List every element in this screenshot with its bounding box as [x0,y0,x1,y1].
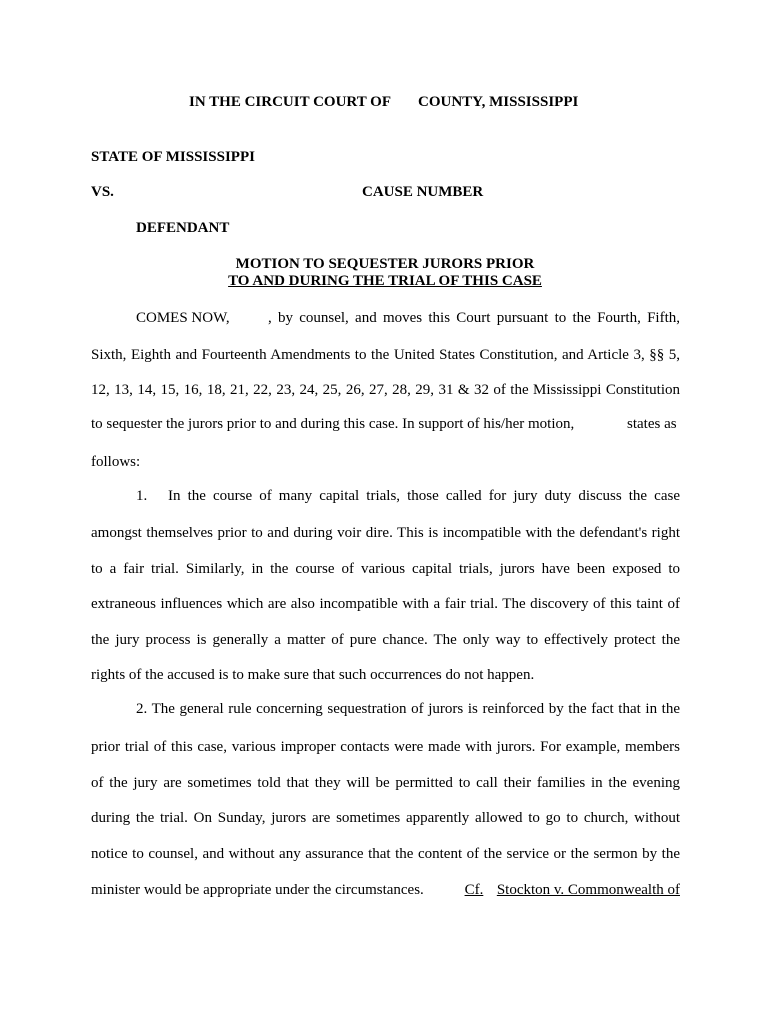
motion-title-line2: TO AND DURING THE TRIAL OF THIS CASE [228,273,542,289]
citation-signal: Cf. [464,882,484,898]
plaintiff-name: STATE OF MISSISSIPPI [91,149,255,165]
paragraph2-line5: notice to counsel, and without any assurance that the content of the service or the sermon by the [91,846,680,862]
paragraph1-line2: amongst themselves prior to and during voir dire. This is incompatible with the defendant's right [91,525,680,541]
intro-line4-left: to sequester the jurors prior to and during this case. In support of his/her motion, [91,416,575,432]
paragraph2-line3: of the jury are sometimes told that they will be permitted to call their families in the evening [91,775,680,791]
paragraph1-line6: rights of the accused is to make sure that such occurrences do not happen. [91,667,535,683]
paragraph1-line1: In the course of many capital trials, those called for jury duty discuss the case [168,488,680,504]
cause-number-label: CAUSE NUMBER [362,184,484,200]
intro-line3: 12, 13, 14, 15, 16, 18, 21, 22, 23, 24, 25, 26, 27, 28, 29, 31 & 32 of the Mississippi Constitution [91,382,680,398]
court-heading-suffix: COUNTY, MISSISSIPPI [418,94,579,110]
paragraph1-line3: to a fair trial. Similarly, in the course of various capital trials, jurors have been exposed to [91,561,680,577]
intro-line4-right: states as [627,416,677,432]
intro-line1-rest: , by counsel, and moves this Court pursuant to the Fourth, Fifth, [268,310,680,326]
versus-label: VS. [91,184,114,200]
intro-line5: follows: [91,454,141,470]
comes-now: COMES NOW, [136,310,230,326]
paragraph1-line5: the jury process is generally a matter of pure chance. The only way to effectively protect the [91,632,680,648]
paragraph1-number: 1. [136,488,148,504]
intro-line2: Sixth, Eighth and Fourteenth Amendments to the United States Constitution, and Article 3, §§ 5, [91,347,680,363]
defendant-label: DEFENDANT [136,220,230,236]
paragraph2-line1: 2. The general rule concerning sequestration of jurors is reinforced by the fact that in the [136,701,680,717]
paragraph2-line2: prior trial of this case, various improper contacts were made with jurors. For example, members [91,739,680,755]
citation [465,880,680,900]
paragraph1-line4: extraneous influences which are also incompatible with a fair trial. The discovery of this taint of [91,596,680,612]
paragraph2-line4: during the trial. On Sunday, jurors are sometimes apparently allowed to go to church, without [91,810,680,826]
court-heading-prefix: IN THE CIRCUIT COURT OF [189,94,392,110]
motion-title-line1: MOTION TO SEQUESTER JURORS PRIOR [235,256,535,272]
citation-case: Stockton v. Commonwealth of [496,882,680,898]
paragraph2-line6-text: minister would be appropriate under the circumstances. [91,882,424,898]
paragraph2-line6 [91,880,680,900]
